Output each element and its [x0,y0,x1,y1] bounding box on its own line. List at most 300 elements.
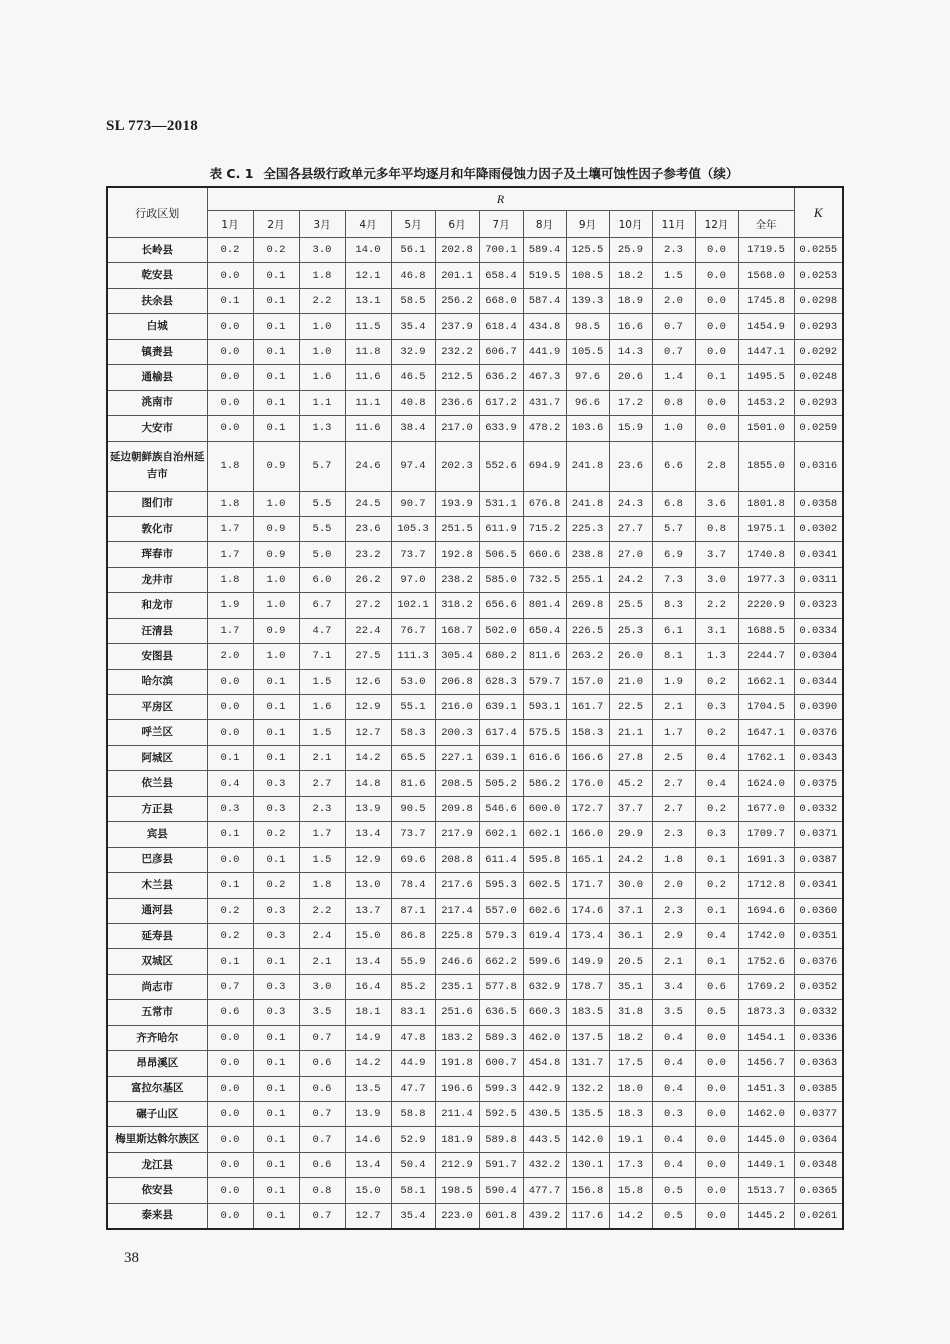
region-name: 阿城区 [107,745,207,770]
r-value-cell: 14.9 [345,1025,391,1050]
r-value-cell: 212.5 [435,365,479,390]
r-value-cell: 0.2 [253,873,299,898]
region-name: 齐齐哈尔 [107,1025,207,1050]
table-row [107,1000,843,1025]
r-value-cell: 0.1 [253,390,299,415]
r-value-cell: 0.8 [695,516,738,541]
month-header: 9月 [566,211,609,238]
k-value-cell: 0.0352 [794,974,843,999]
r-value-cell: 2.3 [652,238,695,263]
r-value-cell: 7.3 [652,567,695,592]
table-row [107,441,843,491]
r-value-cell: 1.8 [207,491,253,516]
table-row [107,618,843,643]
r-value-cell: 25.5 [609,593,652,618]
r-value-cell: 24.3 [609,491,652,516]
r-value-cell: 593.1 [523,695,566,720]
r-value-cell: 13.9 [345,1102,391,1127]
k-value-cell: 0.0375 [794,771,843,796]
r-value-cell: 168.7 [435,618,479,643]
region-name: 洮南市 [107,390,207,415]
r-value-cell: 0.1 [253,1025,299,1050]
r-value-cell: 238.8 [566,542,609,567]
r-value-cell: 616.6 [523,745,566,770]
r-value-cell: 69.6 [391,847,435,872]
k-value-cell: 0.0343 [794,745,843,770]
r-value-cell: 1762.1 [738,745,794,770]
r-value-cell: 3.5 [652,1000,695,1025]
r-value-cell: 76.7 [391,618,435,643]
r-value-cell: 1704.5 [738,695,794,720]
r-value-cell: 1694.6 [738,898,794,923]
r-value-cell: 216.0 [435,695,479,720]
r-value-cell: 0.0 [695,1152,738,1177]
r-value-cell: 6.1 [652,618,695,643]
region-name: 梅里斯达斡尔族区 [107,1127,207,1152]
r-value-cell: 142.0 [566,1127,609,1152]
r-value-cell: 0.2 [207,898,253,923]
r-value-cell: 1568.0 [738,263,794,288]
k-value-cell: 0.0334 [794,618,843,643]
r-value-cell: 8.1 [652,644,695,669]
month-header: 6月 [435,211,479,238]
r-value-cell: 173.4 [566,923,609,948]
r-value-cell: 0.1 [207,288,253,313]
r-value-cell: 0.4 [652,1051,695,1076]
r-value-cell: 11.6 [345,365,391,390]
k-value-cell: 0.0387 [794,847,843,872]
r-value-cell: 531.1 [479,491,523,516]
r-value-cell: 3.0 [299,238,345,263]
table-row [107,847,843,872]
r-value-cell: 0.4 [695,745,738,770]
r-value-cell: 1752.6 [738,949,794,974]
r-value-cell: 0.1 [253,288,299,313]
r-value-cell: 25.9 [609,238,652,263]
r-value-cell: 611.9 [479,516,523,541]
r-value-cell: 650.4 [523,618,566,643]
r-value-cell: 0.0 [207,339,253,364]
r-value-cell: 0.3 [695,822,738,847]
r-value-cell: 0.0 [695,1178,738,1203]
r-value-cell: 579.7 [523,669,566,694]
table-row [107,516,843,541]
r-value-cell: 2.0 [652,873,695,898]
r-value-cell: 226.5 [566,618,609,643]
r-value-cell: 217.9 [435,822,479,847]
r-value-cell: 599.6 [523,949,566,974]
r-value-cell: 108.5 [566,263,609,288]
r-value-cell: 619.4 [523,923,566,948]
r-value-cell: 0.1 [207,949,253,974]
r-value-cell: 2.9 [652,923,695,948]
r-value-cell: 0.1 [253,365,299,390]
r-value-cell: 211.4 [435,1102,479,1127]
r-value-cell: 1677.0 [738,796,794,821]
k-value-cell: 0.0364 [794,1127,843,1152]
r-value-cell: 1454.1 [738,1025,794,1050]
r-value-cell: 6.6 [652,441,695,491]
r-value-cell: 21.0 [609,669,652,694]
r-value-cell: 599.3 [479,1076,523,1101]
r-value-cell: 15.0 [345,923,391,948]
r-value-cell: 636.2 [479,365,523,390]
r-value-cell: 1.8 [207,441,253,491]
region-name: 泰来县 [107,1203,207,1228]
r-value-cell: 198.5 [435,1178,479,1203]
r-value-cell: 0.3 [652,1102,695,1127]
r-value-cell: 23.6 [609,441,652,491]
table-row [107,720,843,745]
r-value-cell: 0.4 [207,771,253,796]
k-value-cell: 0.0376 [794,720,843,745]
month-header: 3月 [299,211,345,238]
r-value-cell: 660.6 [523,542,566,567]
r-value-cell: 27.8 [609,745,652,770]
r-value-cell: 1.7 [207,516,253,541]
k-value-cell: 0.0253 [794,263,843,288]
table-row [107,263,843,288]
r-value-cell: 606.7 [479,339,523,364]
r-value-cell: 600.0 [523,796,566,821]
r-value-cell: 0.1 [253,669,299,694]
r-value-cell: 217.4 [435,898,479,923]
r-value-cell: 24.2 [609,847,652,872]
r-value-cell: 73.7 [391,542,435,567]
r-value-cell: 442.9 [523,1076,566,1101]
r-value-cell: 0.1 [207,873,253,898]
r-value-cell: 27.7 [609,516,652,541]
r-value-cell: 227.1 [435,745,479,770]
r-value-cell: 0.0 [207,365,253,390]
r-value-cell: 14.2 [345,1051,391,1076]
r-value-cell: 137.5 [566,1025,609,1050]
table-row [107,822,843,847]
r-value-cell: 217.0 [435,416,479,441]
r-value-cell: 0.1 [695,365,738,390]
r-value-cell: 2.2 [695,593,738,618]
r-value-cell: 431.7 [523,390,566,415]
region-name: 五常市 [107,1000,207,1025]
r-value-cell: 20.6 [609,365,652,390]
erosivity-table [106,186,844,1230]
r-value-cell: 628.3 [479,669,523,694]
table-row [107,593,843,618]
r-value-cell: 0.4 [652,1127,695,1152]
r-value-cell: 602.1 [479,822,523,847]
r-value-cell: 15.8 [609,1178,652,1203]
region-name: 富拉尔基区 [107,1076,207,1101]
page-number: 38 [124,1250,139,1266]
r-value-cell: 23.6 [345,516,391,541]
r-value-cell: 600.7 [479,1051,523,1076]
r-value-cell: 0.3 [253,796,299,821]
r-value-cell: 2.7 [652,771,695,796]
r-value-cell: 1647.1 [738,720,794,745]
month-header: 8月 [523,211,566,238]
r-value-cell: 1.6 [299,695,345,720]
r-value-cell: 1855.0 [738,441,794,491]
r-value-cell: 35.4 [391,314,435,339]
table-row [107,542,843,567]
r-value-cell: 1.5 [299,669,345,694]
r-value-cell: 0.2 [695,720,738,745]
r-value-cell: 1.1 [299,390,345,415]
table-row [107,1051,843,1076]
r-factor-header: R [207,187,794,211]
r-value-cell: 0.1 [695,949,738,974]
table-row [107,1152,843,1177]
r-value-cell: 1712.8 [738,873,794,898]
month-header: 7月 [479,211,523,238]
r-value-cell: 0.2 [695,669,738,694]
region-name: 通榆县 [107,365,207,390]
r-value-cell: 0.1 [207,822,253,847]
r-value-cell: 0.7 [299,1127,345,1152]
r-value-cell: 47.8 [391,1025,435,1050]
r-value-cell: 0.0 [207,1025,253,1050]
r-value-cell: 38.4 [391,416,435,441]
r-value-cell: 2244.7 [738,644,794,669]
r-value-cell: 193.9 [435,491,479,516]
table-row [107,669,843,694]
r-value-cell: 238.2 [435,567,479,592]
region-name: 延寿县 [107,923,207,948]
table-number: 表 C. 1 [209,166,254,181]
r-value-cell: 3.5 [299,1000,345,1025]
r-value-cell: 14.3 [609,339,652,364]
r-value-cell: 225.8 [435,923,479,948]
k-value-cell: 0.0363 [794,1051,843,1076]
r-value-cell: 12.7 [345,720,391,745]
r-value-cell: 13.4 [345,822,391,847]
r-value-cell: 225.3 [566,516,609,541]
table-row [107,644,843,669]
r-value-cell: 660.3 [523,1000,566,1025]
r-value-cell: 25.3 [609,618,652,643]
r-value-cell: 318.2 [435,593,479,618]
r-value-cell: 12.1 [345,263,391,288]
r-value-cell: 1.3 [695,644,738,669]
k-value-cell: 0.0371 [794,822,843,847]
k-value-cell: 0.0302 [794,516,843,541]
r-value-cell: 577.8 [479,974,523,999]
r-value-cell: 0.2 [253,822,299,847]
r-value-cell: 26.2 [345,567,391,592]
r-value-cell: 575.5 [523,720,566,745]
r-value-cell: 202.8 [435,238,479,263]
r-value-cell: 86.8 [391,923,435,948]
month-header: 5月 [391,211,435,238]
r-value-cell: 2.1 [652,949,695,974]
standard-code: SL 773—2018 [106,118,199,134]
r-value-cell: 52.9 [391,1127,435,1152]
r-value-cell: 16.4 [345,974,391,999]
r-value-cell: 1.5 [299,847,345,872]
r-value-cell: 24.2 [609,567,652,592]
r-value-cell: 1495.5 [738,365,794,390]
r-value-cell: 1456.7 [738,1051,794,1076]
r-value-cell: 135.5 [566,1102,609,1127]
r-value-cell: 0.9 [253,618,299,643]
r-value-cell: 1.8 [652,847,695,872]
r-value-cell: 200.3 [435,720,479,745]
r-value-cell: 18.2 [609,263,652,288]
table-row [107,771,843,796]
r-value-cell: 5.7 [652,516,695,541]
r-value-cell: 13.4 [345,1152,391,1177]
r-value-cell: 0.4 [652,1076,695,1101]
r-value-cell: 46.8 [391,263,435,288]
r-value-cell: 0.9 [253,542,299,567]
r-value-cell: 585.0 [479,567,523,592]
r-value-cell: 505.2 [479,771,523,796]
r-value-cell: 1445.2 [738,1203,794,1228]
r-value-cell: 0.0 [695,1102,738,1127]
r-value-cell: 105.3 [391,516,435,541]
r-value-cell: 196.6 [435,1076,479,1101]
r-value-cell: 0.4 [695,923,738,948]
r-value-cell: 117.6 [566,1203,609,1228]
r-value-cell: 58.8 [391,1102,435,1127]
k-value-cell: 0.0385 [794,1076,843,1101]
k-value-cell: 0.0358 [794,491,843,516]
r-value-cell: 35.4 [391,1203,435,1228]
r-value-cell: 35.1 [609,974,652,999]
region-name: 依安县 [107,1178,207,1203]
r-value-cell: 45.2 [609,771,652,796]
r-value-cell: 2.3 [652,822,695,847]
r-value-cell: 37.7 [609,796,652,821]
r-value-cell: 18.2 [609,1025,652,1050]
r-value-cell: 552.6 [479,441,523,491]
r-value-cell: 103.6 [566,416,609,441]
k-value-cell: 0.0351 [794,923,843,948]
r-value-cell: 98.5 [566,314,609,339]
r-value-cell: 676.8 [523,491,566,516]
k-value-cell: 0.0341 [794,542,843,567]
r-value-cell: 0.1 [695,847,738,872]
r-value-cell: 2.8 [695,441,738,491]
table-row [107,365,843,390]
r-value-cell: 0.1 [253,1178,299,1203]
region-name: 通河县 [107,898,207,923]
r-value-cell: 201.1 [435,263,479,288]
k-value-cell: 0.0360 [794,898,843,923]
r-value-cell: 1.0 [253,567,299,592]
r-value-cell: 13.4 [345,949,391,974]
r-value-cell: 2.7 [652,796,695,821]
r-value-cell: 65.5 [391,745,435,770]
r-value-cell: 1688.5 [738,618,794,643]
r-value-cell: 589.3 [479,1025,523,1050]
table-row [107,288,843,313]
r-value-cell: 97.0 [391,567,435,592]
k-value-cell: 0.0292 [794,339,843,364]
r-value-cell: 176.0 [566,771,609,796]
r-value-cell: 591.7 [479,1152,523,1177]
r-value-cell: 0.6 [299,1076,345,1101]
k-value-cell: 0.0341 [794,873,843,898]
r-value-cell: 801.4 [523,593,566,618]
r-value-cell: 1.8 [207,567,253,592]
region-name: 扶余县 [107,288,207,313]
r-value-cell: 161.7 [566,695,609,720]
region-name: 长岭县 [107,238,207,263]
region-name: 延边朝鲜族自治州延吉市 [107,441,207,491]
r-value-cell: 46.5 [391,365,435,390]
k-value-cell: 0.0304 [794,644,843,669]
r-value-cell: 58.5 [391,288,435,313]
r-value-cell: 589.8 [479,1127,523,1152]
r-value-cell: 14.6 [345,1127,391,1152]
r-value-cell: 165.1 [566,847,609,872]
r-value-cell: 206.8 [435,669,479,694]
r-value-cell: 212.9 [435,1152,479,1177]
r-value-cell: 506.5 [479,542,523,567]
r-value-cell: 22.4 [345,618,391,643]
r-value-cell: 18.9 [609,288,652,313]
r-value-cell: 1.8 [299,263,345,288]
r-value-cell: 0.3 [207,796,253,821]
month-header: 全年 [738,211,794,238]
r-value-cell: 13.9 [345,796,391,821]
region-name: 汪清县 [107,618,207,643]
r-value-cell: 0.0 [207,390,253,415]
region-name: 安图县 [107,644,207,669]
r-value-cell: 23.2 [345,542,391,567]
r-value-cell: 32.9 [391,339,435,364]
r-value-cell: 432.2 [523,1152,566,1177]
r-value-cell: 467.3 [523,365,566,390]
table-row [107,416,843,441]
r-value-cell: 47.7 [391,1076,435,1101]
r-value-cell: 132.2 [566,1076,609,1101]
r-value-cell: 0.1 [253,416,299,441]
k-value-cell: 0.0293 [794,314,843,339]
r-value-cell: 149.9 [566,949,609,974]
r-value-cell: 237.9 [435,314,479,339]
r-value-cell: 1.0 [299,314,345,339]
r-value-cell: 0.0 [207,1102,253,1127]
r-value-cell: 0.2 [695,796,738,821]
r-value-cell: 58.3 [391,720,435,745]
r-value-cell: 477.7 [523,1178,566,1203]
r-value-cell: 246.6 [435,949,479,974]
r-value-cell: 97.4 [391,441,435,491]
r-value-cell: 27.2 [345,593,391,618]
k-value-cell: 0.0311 [794,567,843,592]
r-value-cell: 602.6 [523,898,566,923]
r-value-cell: 0.6 [299,1051,345,1076]
r-value-cell: 11.6 [345,416,391,441]
r-value-cell: 586.2 [523,771,566,796]
r-value-cell: 5.5 [299,516,345,541]
table-title: 全国各县级行政单元多年平均逐月和年降雨侵蚀力因子及土壤可蚀性因子参考值（续） [263,166,739,181]
r-value-cell: 0.2 [207,238,253,263]
table-row [107,1127,843,1152]
r-value-cell: 223.0 [435,1203,479,1228]
r-value-cell: 12.6 [345,669,391,694]
r-value-cell: 0.0 [695,1127,738,1152]
r-value-cell: 0.7 [207,974,253,999]
r-value-cell: 0.0 [207,1178,253,1203]
region-name: 哈尔滨 [107,669,207,694]
r-value-cell: 0.0 [695,390,738,415]
r-value-cell: 27.0 [609,542,652,567]
r-value-cell: 2.7 [299,771,345,796]
r-value-cell: 87.1 [391,898,435,923]
